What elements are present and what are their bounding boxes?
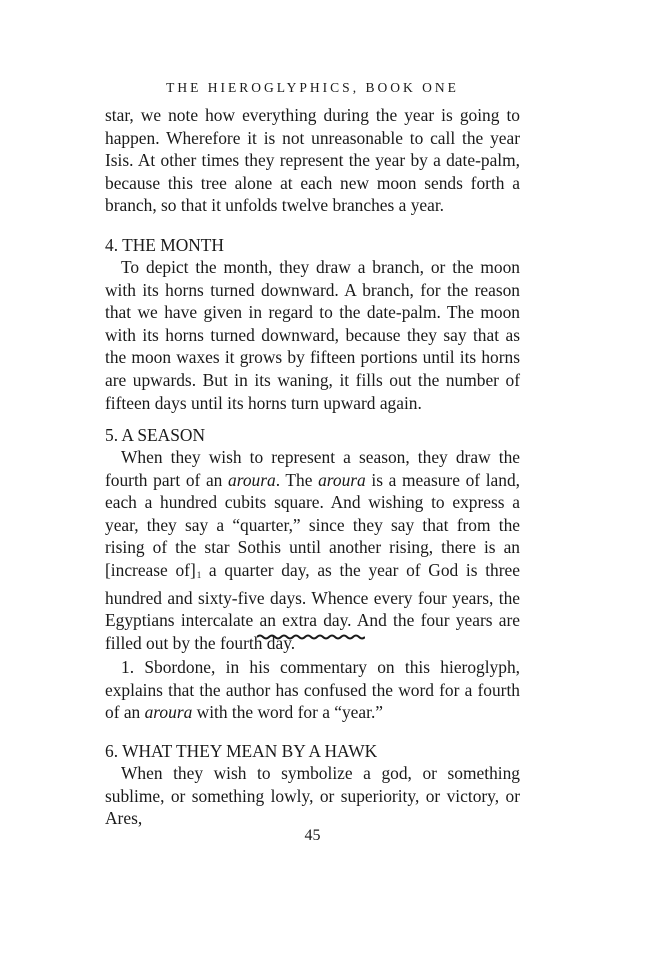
- section-hawk-body: [105, 762, 520, 830]
- continuation-paragraph: [105, 104, 520, 217]
- footnote-separator-rule: [257, 634, 365, 640]
- section-season-body: [105, 446, 520, 654]
- footnote-term-aroura: aroura: [144, 702, 193, 723]
- season-text-1: When they wish to represent a season, they draw the fourth part of an: [105, 447, 520, 490]
- season-text-4: a quarter day, as the year of God is three hundred and sixty-five days. Whence every four years, the Egyptians intercalate an extra day. And the four years are filled out by the fourth day.: [105, 559, 520, 653]
- footnote-text: [105, 656, 520, 724]
- section-hawk-text: When they wish to symbolize a god, or something sublime, or something lowly, or superiority, or victory, or Ares,: [105, 763, 520, 829]
- continuation-text: star, we note how everything during the year is going to happen. Wherefore it is not unreasonable to call the year Isis. At other times they represent the year by a date-palm, because this tree alone at each new moon sends forth a branch, so that it unfolds twelve branches a year.: [105, 105, 520, 216]
- section-heading-hawk: 6. WHAT THEY MEAN BY A HAWK: [105, 741, 378, 761]
- footnote: [105, 656, 520, 724]
- footnote-text-2: with the word for a “year.”: [192, 702, 384, 723]
- footnote-text-1: 1. Sbordone, in his commentary on this hieroglyph, explains that the author has confused the word for a fourth of an: [105, 657, 520, 723]
- section-month-text: To depict the month, they draw a branch, or the moon with its horns turned downward. A branch, for the reason that we have given in regard to the date-palm. The moon with its horns turned downward, because they say that as the moon waxes it grows by fifteen portions until its horns are upwards. But in its waning, it fills out the number of fifteen days until its horns turn upward again.: [105, 257, 520, 413]
- section-heading-season: 5. A SEASON: [105, 425, 206, 445]
- section-season-text: [105, 446, 520, 654]
- season-term-aroura: aroura: [228, 469, 276, 490]
- footnote-marker: 1: [196, 569, 202, 580]
- section-month-body: [105, 256, 520, 414]
- season-text-3: is a measure of land, each a hundred cubits square. And wishing to express a year, they say a “quarter,” since they say that from the rising of the star Sothis until another rising, there is an [increase of]: [105, 469, 520, 580]
- page-number: 45: [304, 827, 321, 844]
- section-heading-month: 4. THE MONTH: [105, 235, 224, 255]
- running-head: THE HIEROGLYPHICS, BOOK ONE: [166, 80, 459, 95]
- season-text-2: . The: [275, 469, 319, 490]
- season-term-aroura-2: aroura: [318, 469, 366, 490]
